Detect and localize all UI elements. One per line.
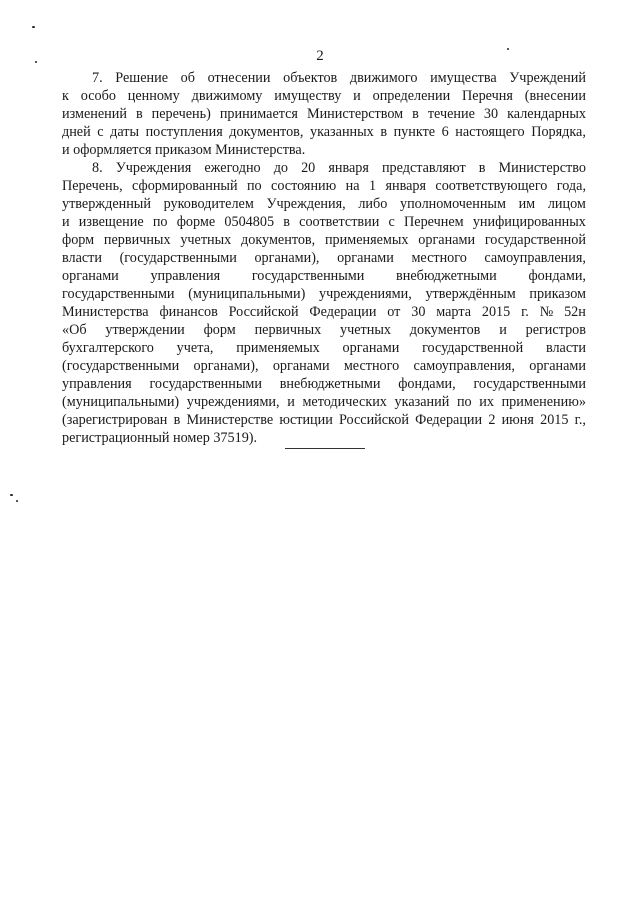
- scan-speck: [16, 500, 18, 502]
- text-line: 7. Решение об отнесении объектов движимого имущества Учреждений: [92, 70, 586, 86]
- text-line: и извещение по форме 0504805 в соответствии с Перечнем унифицированных: [62, 214, 586, 230]
- text-line: «Об утверждении форм первичных учетных документов и регистров: [62, 322, 586, 338]
- text-line: (государственными органами), органами местного самоуправления, органами: [62, 358, 586, 374]
- text-line: (зарегистрирован в Министерстве юстиции Российской Федерации 2 июня 2015 г.,: [62, 412, 586, 428]
- scan-speck: [35, 61, 37, 63]
- page-number: 2: [316, 48, 324, 64]
- text-line: регистрационный номер 37519).: [62, 430, 258, 446]
- text-line: (муниципальными) учреждениями, и методических указаний по их применению»: [62, 394, 586, 410]
- closing-rule: [285, 448, 365, 449]
- scan-speck: [10, 494, 13, 496]
- text-line: бухгалтерского учета, применяемых органами государственной власти: [62, 340, 586, 356]
- text-line: изменений в перечень) принимается Министерством в течение 30 календарных: [62, 106, 586, 122]
- text-line: управления государственными внебюджетными фондами, государственными: [62, 376, 586, 392]
- text-line: государственными (муниципальными) учреждениями, утверждённым приказом: [62, 286, 586, 302]
- text-line: Перечень, сформированный по состоянию на 1 января соответствующего года,: [62, 178, 586, 194]
- text-line: утвержденный руководителем Учреждения, либо уполномоченным им лицом: [62, 196, 586, 212]
- text-line: форм первичных учетных документов, применяемых органами государственной: [62, 232, 586, 248]
- text-line: органами управления государственными внебюджетными фондами,: [62, 268, 586, 284]
- scan-speck: [507, 48, 509, 50]
- text-line: 8. Учреждения ежегодно до 20 января представляют в Министерство: [92, 160, 586, 176]
- text-line: Министерства финансов Российской Федерации от 30 марта 2015 г. № 52н: [62, 304, 586, 320]
- text-line: власти (государственными органами), органами местного самоуправления,: [62, 250, 586, 266]
- text-line: дней с даты поступления документов, указанных в пункте 6 настоящего Порядка,: [62, 124, 586, 140]
- scan-speck: [32, 26, 35, 28]
- text-line: к особо ценному движимому имуществу и определении Перечня (внесении: [62, 88, 586, 104]
- text-line: и оформляется приказом Министерства.: [62, 142, 306, 158]
